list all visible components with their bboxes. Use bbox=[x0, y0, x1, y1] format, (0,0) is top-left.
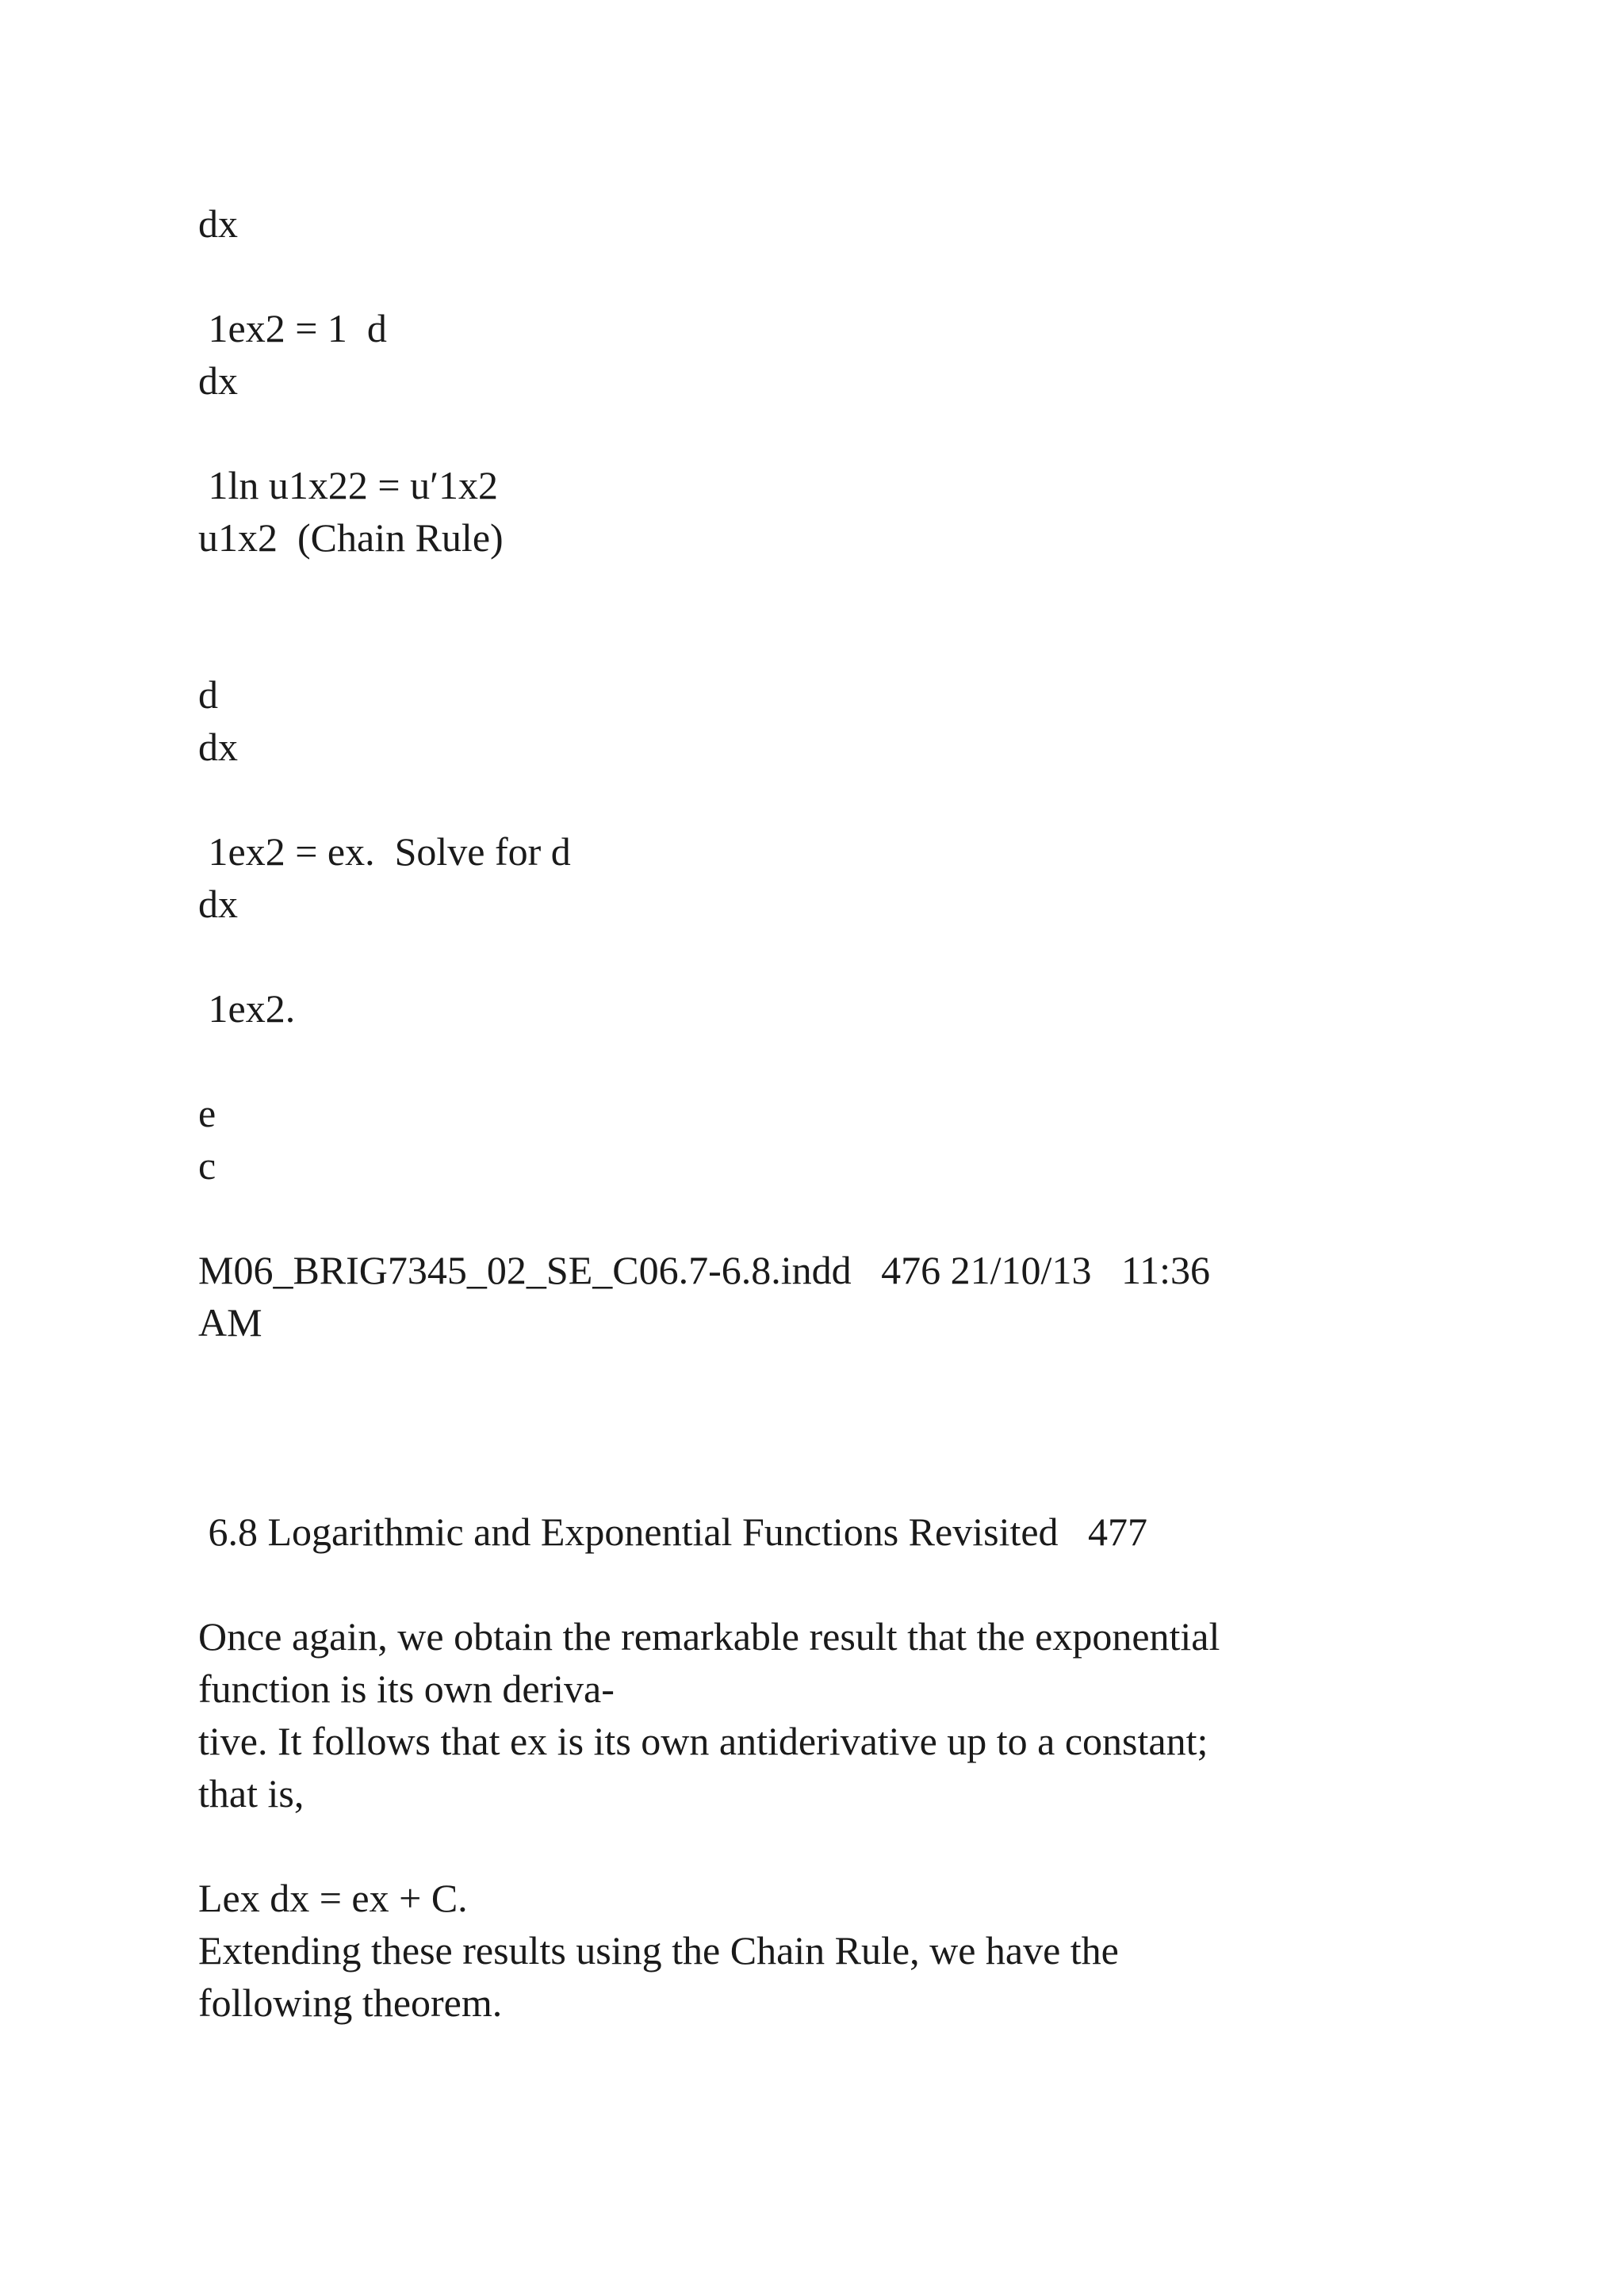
text-line: 1ln u1x22 = u′1x2 bbox=[198, 463, 499, 507]
paragraph-line: that is, bbox=[198, 1771, 304, 1816]
paragraph-line: following theorem. bbox=[198, 1980, 503, 2025]
text-line: u1x2 (Chain Rule) bbox=[198, 515, 504, 560]
text-line: dx bbox=[198, 358, 238, 403]
text-line: 1ex2. bbox=[198, 986, 296, 1031]
text-line: d bbox=[198, 672, 218, 717]
text-line: dx bbox=[198, 882, 238, 926]
paragraph-line: Once again, we obtain the remarkable result that the exponential bbox=[198, 1614, 1220, 1659]
paragraph-line: function is its own deriva- bbox=[198, 1667, 615, 1711]
text-line: c bbox=[198, 1143, 216, 1188]
paragraph-line: tive. It follows that ex is its own antiderivative up to a constant; bbox=[198, 1719, 1208, 1763]
text-line: dx bbox=[198, 201, 238, 246]
text-line: e bbox=[198, 1091, 216, 1135]
text-line: 1ex2 = ex. Solve for d bbox=[198, 829, 571, 874]
paragraph-line: Extending these results using the Chain Rule, we have the bbox=[198, 1928, 1119, 1973]
file-info-line: AM bbox=[198, 1300, 262, 1345]
file-info-line: M06_BRIG7345_02_SE_C06.7-6.8.indd 476 21/10/13 11:36 bbox=[198, 1248, 1210, 1292]
equation-line: Lex dx = ex + C. bbox=[198, 1876, 468, 1920]
running-header: 6.8 Logarithmic and Exponential Functions Revisited 477 bbox=[198, 1510, 1148, 1554]
text-line: dx bbox=[198, 725, 238, 769]
text-line: 1ex2 = 1 d bbox=[198, 306, 387, 350]
